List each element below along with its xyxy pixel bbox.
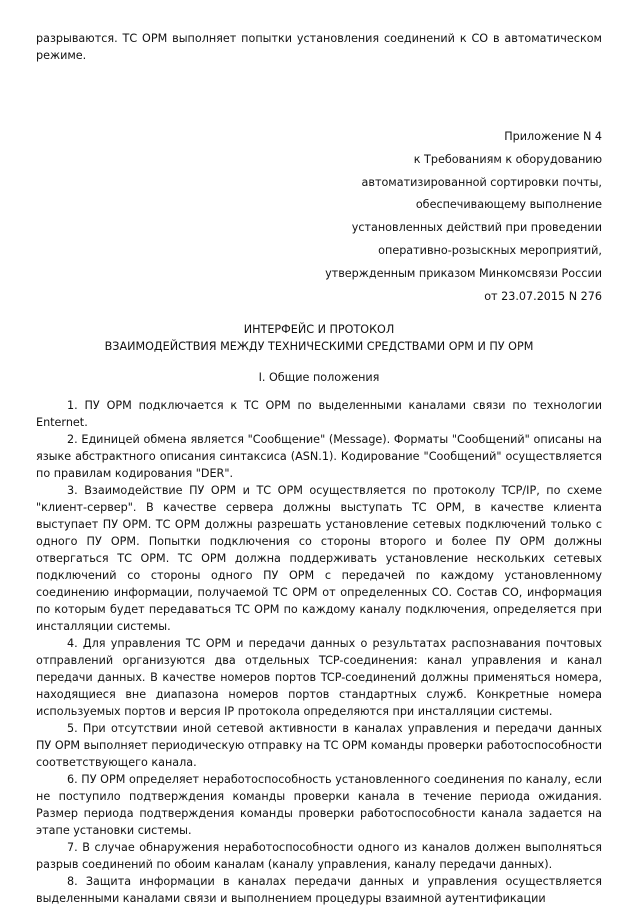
paragraph-2: 2. Единицей обмена является "Сообщение" (Message). Форматы "Сообщений" описаны на языке абстрактного описания синтаксиса (ASN.1). Кодирование "Сообщений" осуществляется по правилам кодирования "DER". (36, 432, 602, 480)
appendix-line: к Требованиям к оборудованию (413, 152, 602, 166)
paragraph-6: 6. ПУ ОРМ определяет неработоспособность установленного соединения по каналу, если не поступило подтверждения команды проверки канала в течение периода ожидания. Размер периода подтверждения команды проверки работоспособности канала задается на этапе установки системы. (36, 772, 602, 837)
section-heading: I. Общие положения (258, 370, 380, 384)
appendix-line: утвержденным приказом Минкомсвязи России (325, 266, 602, 280)
appendix-line: автоматизированной сортировки почты, (361, 175, 602, 189)
appendix-line: оперативно-розыскных мероприятий, (378, 243, 602, 257)
appendix-header (36, 128, 602, 305)
paragraph-4: 4. Для управления ТС ОРМ и передачи данных о результатах распознавания почтовых отправлений организуются два отдельных TCP-соединения: канал управления и канал передачи данных. В качестве номеров портов TCP-соединений должны применяться номера, находящиеся вне диапазона номеров портов стандартных служб. Конкретные номера используемых портов и версия IP протокола определяются при инсталляции системы. (36, 636, 602, 718)
appendix-line: от 23.07.2015 N 276 (484, 289, 602, 303)
appendix-line: Приложение N 4 (504, 130, 602, 143)
continuation-text: разрываются. ТС ОРМ выполняет попытки установления соединений к СО в автоматическом режиме. (36, 32, 602, 62)
paragraph-1: 1. ПУ ОРМ подключается к ТС ОРМ по выделенными каналами связи по технологии Enternet. (36, 398, 602, 429)
paragraph-8: 8. Защита информации в каналах передачи данных и управления осуществляется выделенными каналами связи и выполнением процедуры взаимной аутентификации (36, 874, 602, 905)
paragraph-7: 7. В случае обнаружения неработоспособности одного из каналов должен выполняться разрыв соединений по обоим каналам (каналу управления, каналу передачи данных). (36, 840, 602, 871)
paragraph-5: 5. При отсутствии иной сетевой активности в каналах управления и передачи данных ПУ ОРМ выполняет периодическую отправку на ТС ОРМ команды проверки работоспособности соответствующего канала. (36, 721, 602, 769)
document-title (36, 321, 602, 355)
title-line-2: ВЗАИМОДЕЙСТВИЯ МЕЖДУ ТЕХНИЧЕСКИМИ СРЕДСТВАМИ ОРМ И ПУ ОРМ (104, 339, 534, 353)
appendix-line: обеспечивающему выполнение (415, 198, 602, 212)
title-line-1: ИНТЕРФЕЙС И ПРОТОКОЛ (243, 322, 395, 336)
appendix-line: установленных действий при проведении (351, 221, 602, 235)
paragraph-3: 3. Взаимодействие ПУ ОРМ и ТС ОРМ осуществляется по протоколу TCP/IP, по схеме "клиент-сервер". В качестве сервера должны выступать ТС ОРМ, в качестве клиента выступает ПУ ОРМ. ТС ОРМ должны разрешать установление сетевых подключений только с одного ПУ ОРМ. Попытки подключения со стороны второго и более ПУ ОРМ должны отвергаться ТС ОРМ. ТС ОРМ должна поддерживать установление нескольких сетевых подключений со стороны одного ПУ ОРМ с передачей по каждому установленному соединению информации, получаемой ТС ОРМ от определенных СО. Состав СО, информация по которым будет передаваться ТС ОРМ по каждому каналу подключения, определяется при инсталляции системы. (36, 483, 602, 633)
